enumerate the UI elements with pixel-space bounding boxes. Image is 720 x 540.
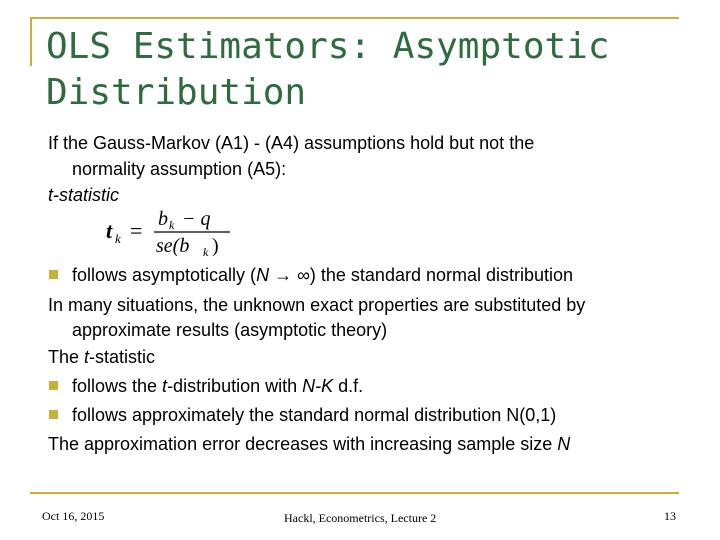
title-line-2: Distribution xyxy=(46,72,307,113)
footer-date: Oct 16, 2015 xyxy=(42,509,105,523)
bullet-tdist-df: d.f. xyxy=(333,376,364,396)
situations-line-2: approximate results (asymptotic theory) xyxy=(72,320,388,340)
bullet-tdist-nk: N-K xyxy=(302,376,334,396)
t-statistic-formula xyxy=(100,205,240,260)
formula-numerator-b: b xyxy=(158,208,168,230)
bullet-asymptotic-n: N xyxy=(256,265,270,285)
footer-center: Hackl, Econometrics, Lecture 2 xyxy=(284,511,437,525)
formula-denominator-sub: k xyxy=(203,245,209,259)
formula-numerator-rest: − q xyxy=(182,208,211,230)
error-line-n: N xyxy=(557,434,571,454)
bullet-tdist-follows: follows the xyxy=(72,376,163,396)
top-rule xyxy=(30,17,679,19)
formula-numerator-sub: k xyxy=(169,218,175,232)
the-tstat-t: t xyxy=(84,347,90,367)
formula-equals: = xyxy=(130,218,143,243)
formula-lhs-sub: k xyxy=(115,231,121,246)
slide-title xyxy=(46,24,686,116)
bullet-asymptotic xyxy=(72,264,573,286)
bullet-square-icon xyxy=(49,410,58,419)
the-tstat-rest: -statistic xyxy=(89,347,156,367)
bottom-rule xyxy=(30,492,679,494)
error-line xyxy=(48,433,570,455)
footer-page-number: 13 xyxy=(664,509,676,523)
intro-line-2: normality assumption (A5): xyxy=(72,159,287,179)
bullet-tdist xyxy=(72,375,363,397)
bullet-asymptotic-before: follows asymptotically ( xyxy=(72,265,257,285)
left-rule xyxy=(30,17,32,66)
title-line-1: OLS Estimators: Asymptotic xyxy=(46,26,610,67)
formula-denominator-se: se(b xyxy=(156,235,190,257)
the-tstat-the: The xyxy=(48,347,85,367)
formula-lhs: t xyxy=(106,218,113,243)
bullet-asymptotic-after: → ∞) the standard normal distribution xyxy=(269,265,574,285)
bullet-square-icon xyxy=(49,381,58,390)
tstat-label: t-statistic xyxy=(48,185,120,205)
error-line-text: The approximation error decreases with increasing sample size xyxy=(48,434,558,454)
the-tstat-line xyxy=(48,346,155,368)
bullet-normal: follows approximately the standard normal distribution N(0,1) xyxy=(72,405,557,425)
bullet-square-icon xyxy=(49,270,58,279)
formula-denominator-close: ) xyxy=(212,235,219,257)
intro-line-1: If the Gauss-Markov (A1) - (A4) assumptions hold but not the xyxy=(48,133,535,153)
bullet-tdist-t: t xyxy=(162,376,168,396)
bullet-tdist-dist: -distribution with xyxy=(167,376,303,396)
situations-line-1: In many situations, the unknown exact properties are substituted by xyxy=(48,295,586,315)
